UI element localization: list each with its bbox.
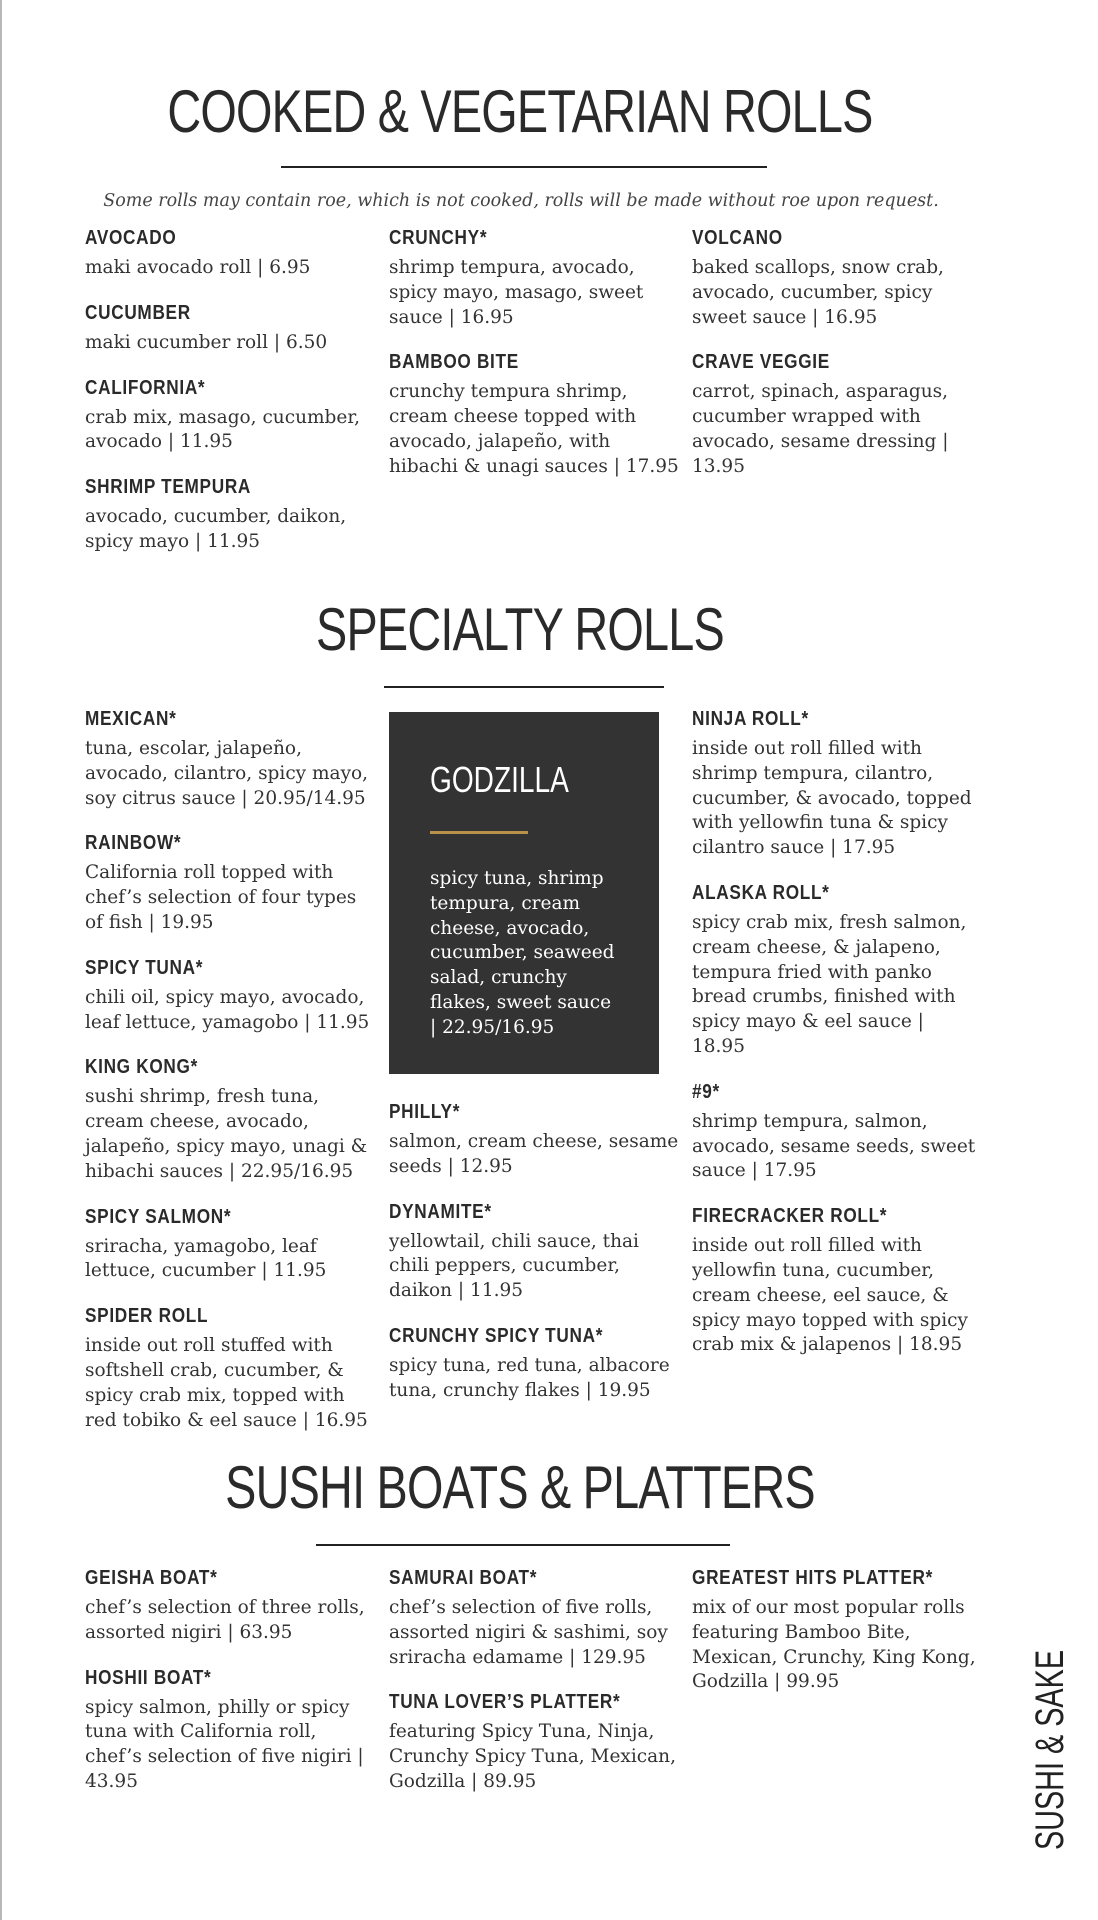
- menu-item-description: chef’s selection of five rolls, assorted nigiri & sashimi, soy sriracha edamame | 129.95: [389, 1597, 668, 1668]
- section-divider-cooked: [281, 166, 767, 168]
- menu-item-description: crunchy tempura shrimp, cream cheese topped with avocado, jalapeño, with hibachi & unagi sauces | 17.95: [389, 381, 679, 477]
- menu-item-name: VOLCANO: [692, 227, 783, 249]
- menu-item-description: spicy crab mix, fresh salmon, cream cheese, & jalapeno, tempura fried with panko bread crumbs, finished with spicy mayo & eel sauce | 18.95: [692, 911, 967, 1057]
- menu-item: [692, 226, 982, 330]
- menu-item: [85, 707, 375, 811]
- featured-item-name: GODZILLA: [430, 759, 569, 800]
- menu-item: [389, 1200, 679, 1304]
- menu-item-name: MEXICAN*: [85, 708, 177, 730]
- menu-item-name: AVOCADO: [85, 227, 177, 249]
- menu-item: [692, 1566, 982, 1695]
- specialty-column-1: [85, 707, 375, 1453]
- section-title-specialty-rolls: SPECIALTY ROLLS: [316, 596, 724, 663]
- menu-item-name: ALASKA ROLL*: [692, 881, 830, 904]
- brand-side-label: SUSHI & SAKE: [1028, 1649, 1072, 1851]
- menu-item-name: #9*: [692, 1080, 720, 1103]
- menu-item: [389, 1100, 679, 1180]
- menu-item: [389, 1566, 679, 1670]
- menu-item-description: California roll topped with chef’s selection of four types of fish | 19.95: [85, 862, 357, 933]
- menu-item: [85, 831, 375, 935]
- menu-item-name: GEISHA BOAT*: [85, 1567, 218, 1589]
- menu-item: [85, 1055, 375, 1184]
- boats-column-1: [85, 1566, 375, 1815]
- menu-item: [389, 350, 679, 479]
- specialty-column-2: [389, 1100, 679, 1424]
- menu-item-description: mix of our most popular rolls featuring Bamboo Bite, Mexican, Crunchy, King Kong, Godzilla | 99.95: [692, 1597, 976, 1693]
- menu-item-name: SPIDER ROLL: [85, 1305, 209, 1328]
- menu-item-description: tuna, escolar, jalapeño, avocado, cilantro, spicy mayo, soy citrus sauce | 20.95/14.95: [85, 738, 369, 809]
- menu-item-description: sushi shrimp, fresh tuna, cream cheese, avocado, jalapeño, spicy mayo, unagi & hibachi sauces | 22.95/16.95: [85, 1086, 368, 1182]
- menu-item: [85, 1666, 375, 1795]
- menu-item: [389, 1690, 679, 1794]
- menu-item: [692, 881, 982, 1060]
- menu-item-description: carrot, spinach, asparagus, cucumber wrapped with avocado, sesame dressing | 13.95: [692, 381, 949, 477]
- cooked-column-2: [389, 226, 679, 500]
- menu-item-name: PHILLY*: [389, 1101, 461, 1123]
- cooked-column-1: [85, 226, 375, 575]
- menu-item-name: GREATEST HITS PLATTER*: [692, 1567, 933, 1589]
- menu-item-description: shrimp tempura, salmon, avocado, sesame seeds, sweet sauce | 17.95: [692, 1110, 976, 1182]
- cooked-column-3: [692, 226, 982, 500]
- boats-column-3: [692, 1566, 982, 1715]
- menu-item-name: NINJA ROLL*: [692, 708, 809, 730]
- menu-item: [692, 1204, 982, 1358]
- menu-item-name: CRAVE VEGGIE: [692, 351, 830, 374]
- menu-item-description: maki cucumber roll | 6.50: [85, 331, 328, 353]
- menu-item: [692, 707, 982, 861]
- menu-item: [692, 1080, 982, 1184]
- boats-column-2: [389, 1566, 679, 1815]
- menu-item-name: CRUNCHY SPICY TUNA*: [389, 1324, 604, 1347]
- menu-item-description: sriracha, yamagobo, leaf lettuce, cucumber | 11.95: [85, 1235, 327, 1282]
- featured-item-description: spicy tuna, shrimp tempura, cream cheese, avocado, cucumber, seaweed salad, crunchy flakes, sweet sauce | 22.95/16.95: [430, 868, 615, 1038]
- menu-item-description: spicy salmon, philly or spicy tuna with California roll, chef’s selection of five nigiri | 43.95: [85, 1696, 364, 1792]
- specialty-column-3: [692, 707, 982, 1378]
- menu-item-description: chili oil, spicy mayo, avocado, leaf lettuce, yamagobo | 11.95: [85, 986, 370, 1033]
- menu-item: [85, 475, 375, 555]
- menu-item-description: avocado, cucumber, daikon, spicy mayo | 11.95: [85, 506, 347, 552]
- section-divider-boats: [316, 1544, 730, 1546]
- menu-item-description: crab mix, masago, cucumber, avocado | 11.95: [85, 406, 361, 453]
- page-left-border: [0, 0, 2, 1920]
- menu-item: [85, 301, 375, 356]
- section-title-cooked-vegetarian: COOKED & VEGETARIAN ROLLS: [167, 78, 873, 145]
- menu-item-description: inside out roll stuffed with softshell crab, cucumber, & spicy crab mix, topped with red tobiko & eel sauce | 16.95: [85, 1335, 368, 1431]
- menu-item: [389, 226, 679, 330]
- menu-item-name: TUNA LOVER’S PLATTER*: [389, 1691, 621, 1714]
- menu-item-name: HOSHII BOAT*: [85, 1666, 212, 1689]
- menu-item-name: KING KONG*: [85, 1056, 198, 1079]
- menu-item-description: maki avocado roll | 6.95: [85, 257, 311, 278]
- menu-item-name: RAINBOW*: [85, 832, 182, 855]
- menu-item-name: CALIFORNIA*: [85, 376, 206, 399]
- menu-item-name: CUCUMBER: [85, 301, 191, 324]
- menu-item-description: salmon, cream cheese, sesame seeds | 12.95: [389, 1131, 679, 1177]
- menu-item-name: CRUNCHY*: [389, 227, 488, 249]
- featured-item-godzilla: [389, 712, 659, 1074]
- section-title-boats-platters: SUSHI BOATS & PLATTERS: [225, 1454, 815, 1521]
- menu-item-description: chef’s selection of three rolls, assorted nigiri | 63.95: [85, 1597, 365, 1643]
- menu-item: [85, 226, 375, 281]
- menu-item-name: SHRIMP TEMPURA: [85, 476, 252, 499]
- menu-item-description: spicy tuna, red tuna, albacore tuna, crunchy flakes | 19.95: [389, 1354, 670, 1401]
- menu-item: [692, 350, 982, 479]
- menu-item-description: featuring Spicy Tuna, Ninja, Crunchy Spicy Tuna, Mexican, Godzilla | 89.95: [389, 1721, 676, 1792]
- menu-item: [389, 1324, 679, 1404]
- menu-item: [85, 376, 375, 456]
- menu-item-name: SPICY SALMON*: [85, 1205, 232, 1228]
- menu-item-name: FIRECRACKER ROLL*: [692, 1205, 888, 1228]
- menu-item: [85, 1304, 375, 1433]
- menu-item: [85, 956, 375, 1036]
- menu-item-name: DYNAMITE*: [389, 1200, 492, 1223]
- roe-note: Some rolls may contain roe, which is not cooked, rolls will be made without roe upon request.: [103, 191, 939, 211]
- menu-item-name: BAMBOO BITE: [389, 351, 519, 374]
- menu-item-name: SAMURAI BOAT*: [389, 1567, 538, 1589]
- menu-item: [85, 1566, 375, 1646]
- section-divider-specialty: [384, 686, 664, 688]
- menu-item-name: SPICY TUNA*: [85, 956, 204, 979]
- menu-item-description: baked scallops, snow crab, avocado, cucumber, spicy sweet sauce | 16.95: [692, 257, 944, 328]
- menu-item-description: yellowtail, chili sauce, thai chili peppers, cucumber, daikon | 11.95: [389, 1230, 639, 1302]
- menu-item-description: inside out roll filled with yellowfin tuna, cucumber, cream cheese, eel sauce, & spicy mayo topped with spicy crab mix & jalapenos | 18.95: [692, 1235, 968, 1356]
- menu-item-description: shrimp tempura, avocado, spicy mayo, masago, sweet sauce | 16.95: [389, 257, 644, 328]
- featured-item-accent-rule: [430, 831, 528, 834]
- menu-item-description: inside out roll filled with shrimp tempura, cilantro, cucumber, & avocado, topped with yellowfin tuna & spicy cilantro sauce | 17.95: [692, 738, 972, 859]
- menu-item: [85, 1205, 375, 1285]
